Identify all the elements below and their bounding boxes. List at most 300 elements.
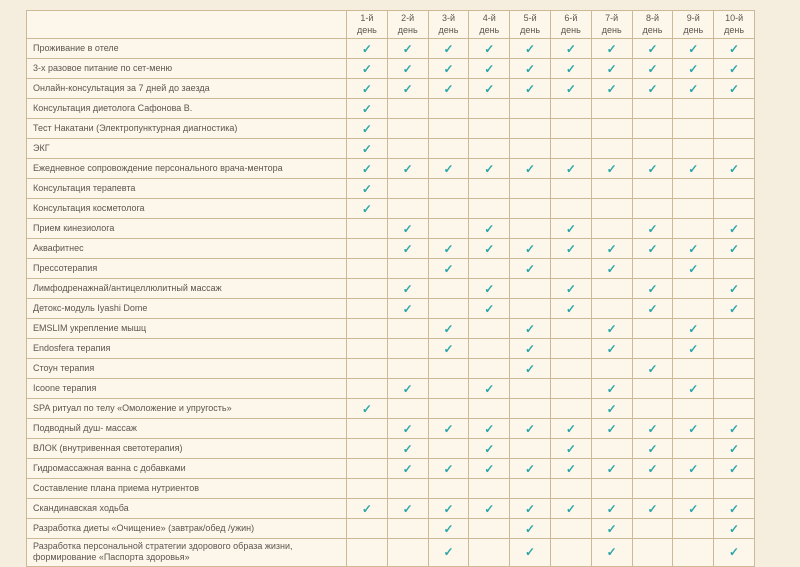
day-cell (428, 79, 469, 99)
day-cell (714, 159, 755, 179)
day-cell (469, 339, 510, 359)
day-cell (469, 239, 510, 259)
day-cell (510, 39, 551, 59)
day-cell (632, 59, 673, 79)
check-icon: ✓ (484, 161, 495, 176)
check-icon: ✓ (443, 341, 454, 356)
check-icon: ✓ (606, 381, 617, 396)
day-cell (673, 479, 714, 499)
check-icon: ✓ (647, 161, 658, 176)
day-cell (714, 199, 755, 219)
day-cell (714, 399, 755, 419)
day-cell (510, 359, 551, 379)
day-cell (591, 259, 632, 279)
day-cell (510, 199, 551, 219)
check-icon: ✓ (688, 501, 699, 516)
day-cell (469, 519, 510, 539)
day-cell (387, 399, 428, 419)
day-cell (714, 259, 755, 279)
day-cell (714, 39, 755, 59)
service-column-header (27, 11, 347, 39)
day-cell (591, 79, 632, 99)
check-icon: ✓ (565, 441, 576, 456)
day-cell (591, 279, 632, 299)
day-cell (428, 259, 469, 279)
service-label: Консультация терапевта (27, 179, 347, 199)
day-cell (469, 539, 510, 567)
day-cell (714, 239, 755, 259)
day-cell (510, 159, 551, 179)
day-cell (387, 539, 428, 567)
day-cell (673, 519, 714, 539)
day-cell (673, 359, 714, 379)
day-cell (387, 419, 428, 439)
day-cell (550, 399, 591, 419)
day-cell (428, 499, 469, 519)
day-cell (632, 479, 673, 499)
day-cell (469, 459, 510, 479)
day-cell (347, 379, 388, 399)
day-cell (632, 199, 673, 219)
day-cell (550, 59, 591, 79)
day-cell (347, 239, 388, 259)
day-cell (347, 219, 388, 239)
table-row (27, 419, 755, 439)
check-icon: ✓ (606, 321, 617, 336)
check-icon: ✓ (647, 361, 658, 376)
service-label: ВЛОК (внутривенная светотерапия) (27, 439, 347, 459)
check-icon: ✓ (484, 241, 495, 256)
day-cell (428, 39, 469, 59)
day-cell (469, 199, 510, 219)
service-label: Скандинавская ходьба (27, 499, 347, 519)
day-cell (714, 339, 755, 359)
check-icon: ✓ (443, 321, 454, 336)
day-cell (510, 99, 551, 119)
table-row (27, 539, 755, 567)
check-icon: ✓ (402, 441, 413, 456)
check-icon: ✓ (647, 461, 658, 476)
day-cell (550, 259, 591, 279)
day-cell (632, 499, 673, 519)
check-icon: ✓ (443, 421, 454, 436)
day-cell (387, 519, 428, 539)
day-cell (510, 319, 551, 339)
service-label: Аквафитнес (27, 239, 347, 259)
check-icon: ✓ (484, 221, 495, 236)
day-cell (387, 239, 428, 259)
service-label: Составление плана приема нутриентов (27, 479, 347, 499)
day-cell (387, 379, 428, 399)
day-cell (510, 479, 551, 499)
day-cell (550, 419, 591, 439)
day-cell (387, 499, 428, 519)
day-cell (673, 239, 714, 259)
check-icon: ✓ (606, 261, 617, 276)
day-cell (510, 179, 551, 199)
service-label: Прием кинезиолога (27, 219, 347, 239)
day-cell (673, 219, 714, 239)
day-cell (632, 159, 673, 179)
day-cell (347, 359, 388, 379)
day-cell (714, 59, 755, 79)
check-icon: ✓ (606, 81, 617, 96)
day-cell (714, 459, 755, 479)
day-cell (428, 99, 469, 119)
day-cell (591, 339, 632, 359)
day-cell (347, 439, 388, 459)
day-cell (347, 159, 388, 179)
day-cell (673, 539, 714, 567)
check-icon: ✓ (443, 545, 454, 560)
day-cell (673, 79, 714, 99)
day-cell (469, 59, 510, 79)
day-cell (347, 519, 388, 539)
service-label: Ежедневное сопровождение персонального врача-ментора (27, 159, 347, 179)
table-row (27, 79, 755, 99)
table-row (27, 119, 755, 139)
day-cell (632, 119, 673, 139)
day-cell (550, 279, 591, 299)
check-icon: ✓ (525, 461, 536, 476)
table-row (27, 339, 755, 359)
day-header: 3-й день (428, 11, 469, 39)
check-icon: ✓ (443, 461, 454, 476)
check-icon: ✓ (688, 161, 699, 176)
day-cell (632, 339, 673, 359)
day-cell (632, 399, 673, 419)
table-row (27, 59, 755, 79)
day-cell (469, 419, 510, 439)
day-cell (387, 319, 428, 339)
day-cell (673, 439, 714, 459)
day-cell (632, 459, 673, 479)
day-cell (347, 339, 388, 359)
day-cell (591, 99, 632, 119)
day-cell (510, 379, 551, 399)
check-icon: ✓ (565, 161, 576, 176)
table-row (27, 399, 755, 419)
check-icon: ✓ (647, 241, 658, 256)
day-cell (387, 79, 428, 99)
check-icon: ✓ (647, 441, 658, 456)
day-cell (428, 159, 469, 179)
day-cell (591, 219, 632, 239)
check-icon: ✓ (443, 41, 454, 56)
day-cell (550, 439, 591, 459)
check-icon: ✓ (484, 81, 495, 96)
day-cell (550, 99, 591, 119)
day-cell (714, 479, 755, 499)
day-cell (347, 399, 388, 419)
table-row (27, 379, 755, 399)
day-cell (714, 499, 755, 519)
check-icon: ✓ (402, 61, 413, 76)
day-cell (673, 419, 714, 439)
day-cell (591, 159, 632, 179)
day-cell (673, 159, 714, 179)
day-cell (550, 499, 591, 519)
table-row (27, 459, 755, 479)
check-icon: ✓ (525, 341, 536, 356)
day-cell (387, 199, 428, 219)
check-icon: ✓ (729, 281, 740, 296)
day-cell (550, 119, 591, 139)
day-cell (347, 79, 388, 99)
day-cell (428, 359, 469, 379)
day-cell (387, 359, 428, 379)
table-row (27, 299, 755, 319)
day-cell (714, 179, 755, 199)
day-cell (387, 279, 428, 299)
day-cell (550, 539, 591, 567)
day-cell (510, 59, 551, 79)
day-cell (510, 259, 551, 279)
check-icon: ✓ (688, 421, 699, 436)
check-icon: ✓ (443, 521, 454, 536)
check-icon: ✓ (443, 261, 454, 276)
check-icon: ✓ (606, 501, 617, 516)
check-icon: ✓ (647, 421, 658, 436)
day-cell (510, 239, 551, 259)
day-cell (714, 279, 755, 299)
check-icon: ✓ (402, 281, 413, 296)
day-cell (387, 139, 428, 159)
day-cell (714, 119, 755, 139)
schedule-body (27, 39, 755, 567)
check-icon: ✓ (606, 401, 617, 416)
check-icon: ✓ (525, 501, 536, 516)
check-icon: ✓ (729, 461, 740, 476)
day-cell (469, 99, 510, 119)
day-cell (428, 179, 469, 199)
check-icon: ✓ (688, 341, 699, 356)
service-label: Разработка диеты «Очищение» (завтрак/обед /ужин) (27, 519, 347, 539)
day-cell (469, 379, 510, 399)
check-icon: ✓ (729, 521, 740, 536)
service-label: Icoone терапия (27, 379, 347, 399)
check-icon: ✓ (647, 61, 658, 76)
day-cell (469, 499, 510, 519)
day-cell (632, 99, 673, 119)
check-icon: ✓ (361, 81, 372, 96)
day-header: 5-й день (510, 11, 551, 39)
day-cell (591, 459, 632, 479)
day-cell (550, 339, 591, 359)
day-cell (469, 299, 510, 319)
check-icon: ✓ (361, 61, 372, 76)
day-cell (632, 519, 673, 539)
table-row (27, 219, 755, 239)
check-icon: ✓ (729, 545, 740, 560)
day-cell (550, 519, 591, 539)
check-icon: ✓ (361, 41, 372, 56)
check-icon: ✓ (525, 421, 536, 436)
header-row (27, 11, 755, 39)
day-cell (387, 339, 428, 359)
day-cell (347, 99, 388, 119)
service-label: Лимфодренажнай/антицеллюлитный массаж (27, 279, 347, 299)
check-icon: ✓ (606, 461, 617, 476)
check-icon: ✓ (688, 321, 699, 336)
day-cell (550, 479, 591, 499)
day-cell (387, 59, 428, 79)
day-cell (347, 179, 388, 199)
table-row (27, 259, 755, 279)
day-cell (469, 79, 510, 99)
check-icon: ✓ (688, 41, 699, 56)
day-cell (469, 479, 510, 499)
check-icon: ✓ (525, 361, 536, 376)
day-cell (347, 119, 388, 139)
check-icon: ✓ (525, 321, 536, 336)
day-cell (387, 299, 428, 319)
day-header: 4-й день (469, 11, 510, 39)
day-cell (510, 299, 551, 319)
service-label: Тест Накатани (Электропунктурная диагностика) (27, 119, 347, 139)
day-cell (510, 339, 551, 359)
day-cell (673, 399, 714, 419)
check-icon: ✓ (565, 241, 576, 256)
check-icon: ✓ (361, 121, 372, 136)
check-icon: ✓ (565, 281, 576, 296)
check-icon: ✓ (525, 81, 536, 96)
day-cell (714, 439, 755, 459)
day-cell (387, 39, 428, 59)
check-icon: ✓ (402, 421, 413, 436)
check-icon: ✓ (484, 501, 495, 516)
day-cell (673, 299, 714, 319)
check-icon: ✓ (525, 41, 536, 56)
day-cell (428, 419, 469, 439)
check-icon: ✓ (361, 501, 372, 516)
day-cell (387, 439, 428, 459)
day-cell (673, 139, 714, 159)
day-cell (591, 519, 632, 539)
day-cell (632, 139, 673, 159)
day-cell (469, 119, 510, 139)
table-row (27, 519, 755, 539)
day-cell (428, 479, 469, 499)
service-label: SPA ритуал по телу «Омоложение и упругость» (27, 399, 347, 419)
day-cell (591, 299, 632, 319)
check-icon: ✓ (729, 301, 740, 316)
day-cell (550, 359, 591, 379)
day-cell (714, 359, 755, 379)
day-cell (632, 419, 673, 439)
day-cell (469, 219, 510, 239)
day-cell (550, 39, 591, 59)
check-icon: ✓ (647, 501, 658, 516)
check-icon: ✓ (361, 401, 372, 416)
day-cell (428, 219, 469, 239)
check-icon: ✓ (729, 61, 740, 76)
check-icon: ✓ (729, 81, 740, 96)
check-icon: ✓ (525, 261, 536, 276)
check-icon: ✓ (525, 161, 536, 176)
day-cell (510, 219, 551, 239)
check-icon: ✓ (565, 501, 576, 516)
day-cell (591, 499, 632, 519)
service-label: Прессотерапия (27, 259, 347, 279)
day-cell (550, 159, 591, 179)
check-icon: ✓ (525, 545, 536, 560)
day-cell (387, 219, 428, 239)
check-icon: ✓ (484, 441, 495, 456)
day-cell (510, 459, 551, 479)
check-icon: ✓ (443, 81, 454, 96)
day-cell (632, 279, 673, 299)
day-cell (632, 539, 673, 567)
check-icon: ✓ (443, 241, 454, 256)
day-cell (387, 179, 428, 199)
day-cell (632, 179, 673, 199)
table-row (27, 479, 755, 499)
day-cell (714, 419, 755, 439)
table-row (27, 319, 755, 339)
day-cell (428, 339, 469, 359)
table-row (27, 279, 755, 299)
table-row (27, 439, 755, 459)
check-icon: ✓ (402, 461, 413, 476)
check-icon: ✓ (606, 545, 617, 560)
check-icon: ✓ (525, 521, 536, 536)
day-cell (632, 219, 673, 239)
check-icon: ✓ (402, 301, 413, 316)
check-icon: ✓ (729, 421, 740, 436)
day-cell (591, 199, 632, 219)
service-label: Гидромассажная ванна с добавками (27, 459, 347, 479)
day-cell (673, 39, 714, 59)
day-cell (347, 259, 388, 279)
day-cell (714, 139, 755, 159)
program-schedule-table (26, 10, 755, 567)
day-header: 8-й день (632, 11, 673, 39)
service-label: ЭКГ (27, 139, 347, 159)
day-cell (673, 199, 714, 219)
day-cell (591, 179, 632, 199)
day-cell (673, 59, 714, 79)
check-icon: ✓ (606, 341, 617, 356)
check-icon: ✓ (647, 301, 658, 316)
day-cell (714, 99, 755, 119)
day-cell (347, 319, 388, 339)
day-cell (469, 359, 510, 379)
day-header: 1-й день (347, 11, 388, 39)
service-label: Детокс-модуль Iyashi Dome (27, 299, 347, 319)
day-cell (550, 459, 591, 479)
check-icon: ✓ (565, 61, 576, 76)
day-cell (632, 379, 673, 399)
check-icon: ✓ (402, 241, 413, 256)
day-cell (347, 299, 388, 319)
check-icon: ✓ (688, 81, 699, 96)
day-cell (387, 119, 428, 139)
day-cell (591, 319, 632, 339)
day-cell (469, 399, 510, 419)
check-icon: ✓ (565, 301, 576, 316)
day-cell (387, 159, 428, 179)
day-cell (469, 39, 510, 59)
day-cell (347, 59, 388, 79)
check-icon: ✓ (647, 81, 658, 96)
check-icon: ✓ (361, 161, 372, 176)
table-row (27, 499, 755, 519)
day-cell (469, 319, 510, 339)
day-header: 7-й день (591, 11, 632, 39)
day-cell (591, 239, 632, 259)
day-cell (428, 279, 469, 299)
